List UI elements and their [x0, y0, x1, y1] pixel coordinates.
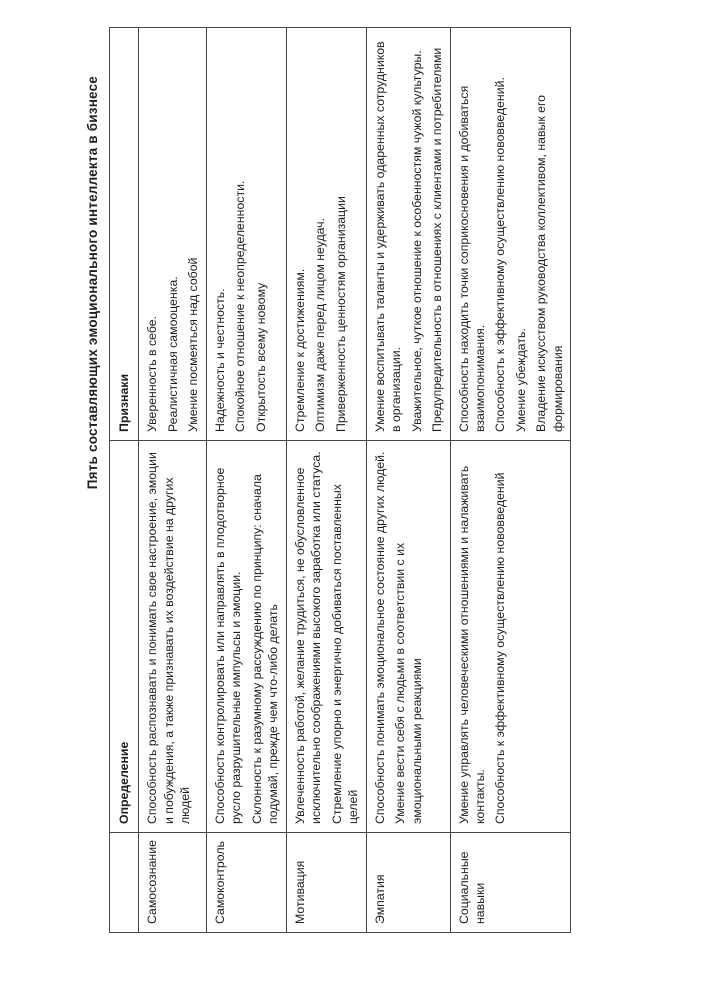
row-label: Мотивация [286, 833, 366, 933]
definition-cell: Способность контролировать или направлять в плодотворное русло разрушительные импульсы и эмоции. Склонность к разумному рассуждению по принципу: сначала подумай, прежде чем что-либо делать [206, 441, 286, 833]
definition-cell: Способность распознавать и понимать свое настроение, эмоции и побуждения, а также признавать их воздействие на других людей [139, 441, 206, 833]
signs-cell: Умение воспитывать таланты и удерживать одаренных сотрудников в организации. Уважительное, чуткое отношение к особенностям чужой культуры. Предупредительность в отношениях с клиентами и потребителями [366, 28, 450, 441]
signs-cell: Стремление к достижениям. Оптимизм даже перед лицом неудач. Приверженность ценностям организации [286, 28, 366, 441]
row-label: Социальные навыки [450, 833, 571, 933]
rotated-table-block [85, 28, 645, 933]
table-row-social-skills [450, 28, 571, 933]
table-row-motivation [286, 28, 366, 933]
definition-cell: Способность понимать эмоциональное состояние других людей. Умение вести себя с людьми в соответствии с их эмоциональными реакциями [366, 441, 450, 833]
header-empty-cell [110, 833, 139, 933]
table-row-self-awareness [139, 28, 206, 933]
signs-cell: Надежность и честность. Спокойное отношение к неопределенности. Открытость всему новому [206, 28, 286, 441]
signs-cell: Способность находить точки соприкосновения и добиваться взаимопонимания. Способность к эффективному осуществлению нововведений. Умение убеждать. Владение искусством руководства коллективом, навык его формирования [450, 28, 571, 441]
emotional-intelligence-table [109, 27, 571, 933]
table-row-empathy [366, 28, 450, 933]
definition-cell: Умение управлять человеческими отношениями и налаживать контакты. Способность к эффективному осуществлению нововведений [450, 441, 571, 833]
table-row-self-control [206, 28, 286, 933]
table-title: Пять составляющих эмоционального интеллекта в бизнесе [85, 76, 100, 490]
row-label: Самоконтроль [206, 833, 286, 933]
definition-cell: Увлеченность работой, желание трудиться, не обусловленное исключительно соображениями высокого заработка или статуса. Стремление упорно и энергично добиваться поставленных целей [286, 441, 366, 833]
signs-cell: Уверенность в себе. Реалистичная самооценка. Умение посмеяться над собой [139, 28, 206, 441]
header-signs: Признаки [110, 28, 139, 441]
header-definition: Определение [110, 441, 139, 833]
row-label: Эмпатия [366, 833, 450, 933]
table-header-row [110, 28, 139, 933]
row-label: Самосознание [139, 833, 206, 933]
